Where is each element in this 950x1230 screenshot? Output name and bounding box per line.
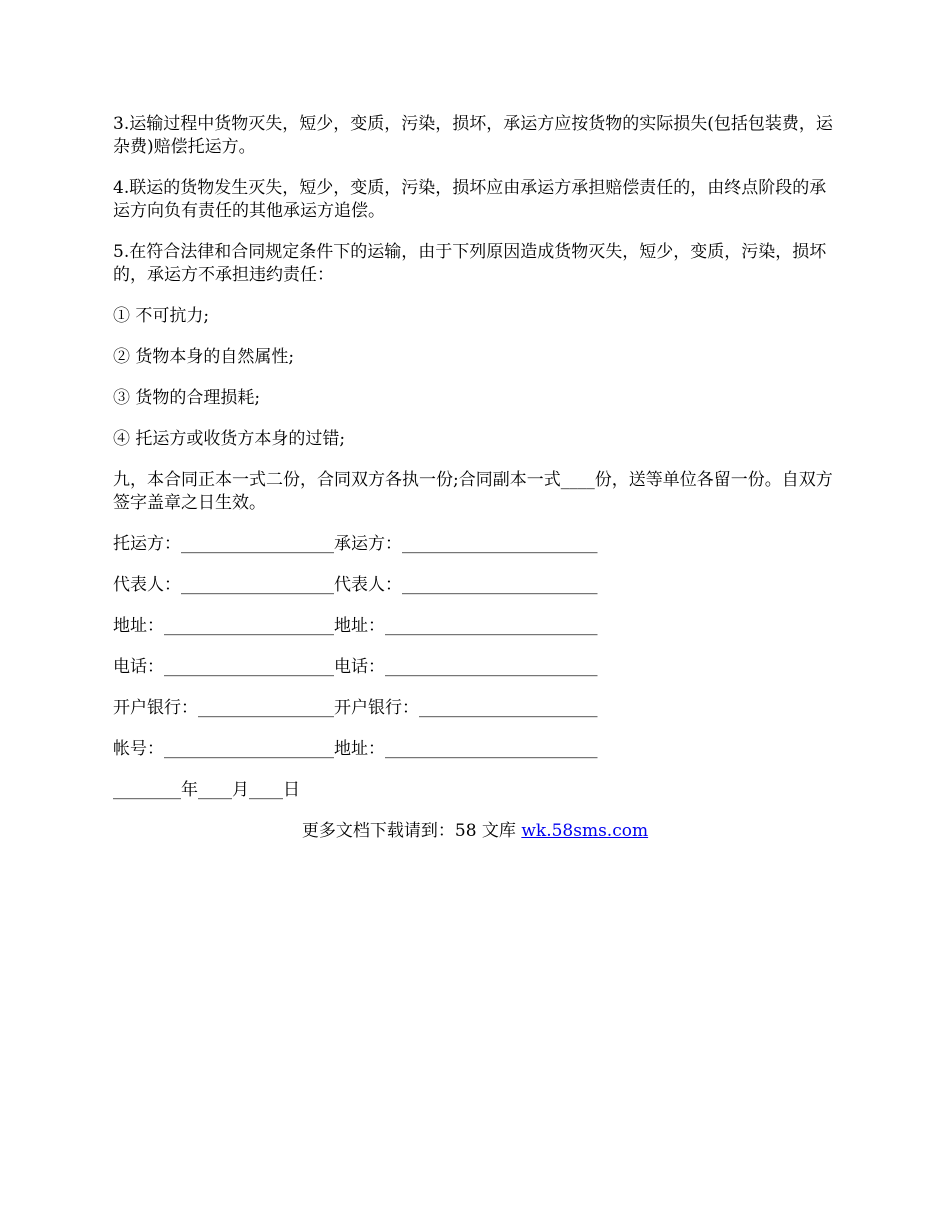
footer-text: 更多文档下载请到：58 文库 (301, 821, 522, 841)
clause-9: 九，本合同正本一式二份，合同双方各执一份;合同副本一式____份，送等单位各留一份。自双方签字盖章之日生效。 (113, 470, 833, 513)
clause-4: 4.联运的货物发生灭失，短少，变质，污染，损坏应由承运方承担赔偿责任的，由终点阶段的承运方向负有责任的其他承运方追偿。 (113, 178, 827, 221)
signature-line-representative: 代表人：__________________代表人：_______________________ (113, 575, 598, 595)
exemption-item-4: ④ 托运方或收货方本身的过错; (113, 429, 346, 449)
signature-line-account: 帐号：____________________地址：_________________________ (113, 739, 598, 759)
signature-line-party: 托运方：__________________承运方：_______________________ (113, 534, 598, 554)
exemption-item-3: ③ 货物的合理损耗; (113, 388, 261, 408)
exemption-item-2: ② 货物本身的自然属性; (113, 347, 295, 367)
document-body (113, 113, 843, 820)
download-footer (0, 820, 950, 843)
exemption-item-1: ① 不可抗力; (113, 306, 210, 326)
signature-line-bank: 开户银行：________________开户银行：_____________________ (113, 698, 598, 718)
signature-line-address: 地址：____________________地址：_________________________ (113, 616, 598, 636)
footer-link[interactable]: wk.58sms.com (521, 821, 649, 841)
clause-5: 5.在符合法律和合同规定条件下的运输，由于下列原因造成货物灭失，短少，变质，污染，损坏的，承运方不承担违约责任： (113, 242, 827, 285)
signature-line-phone: 电话：____________________电话：_________________________ (113, 657, 598, 677)
clause-3: 3.运输过程中货物灭失，短少，变质，污染，损坏，承运方应按货物的实际损失(包括包装费，运杂费)赔偿托运方。 (113, 114, 833, 157)
signature-date-line: ________年____月____日 (113, 780, 300, 800)
